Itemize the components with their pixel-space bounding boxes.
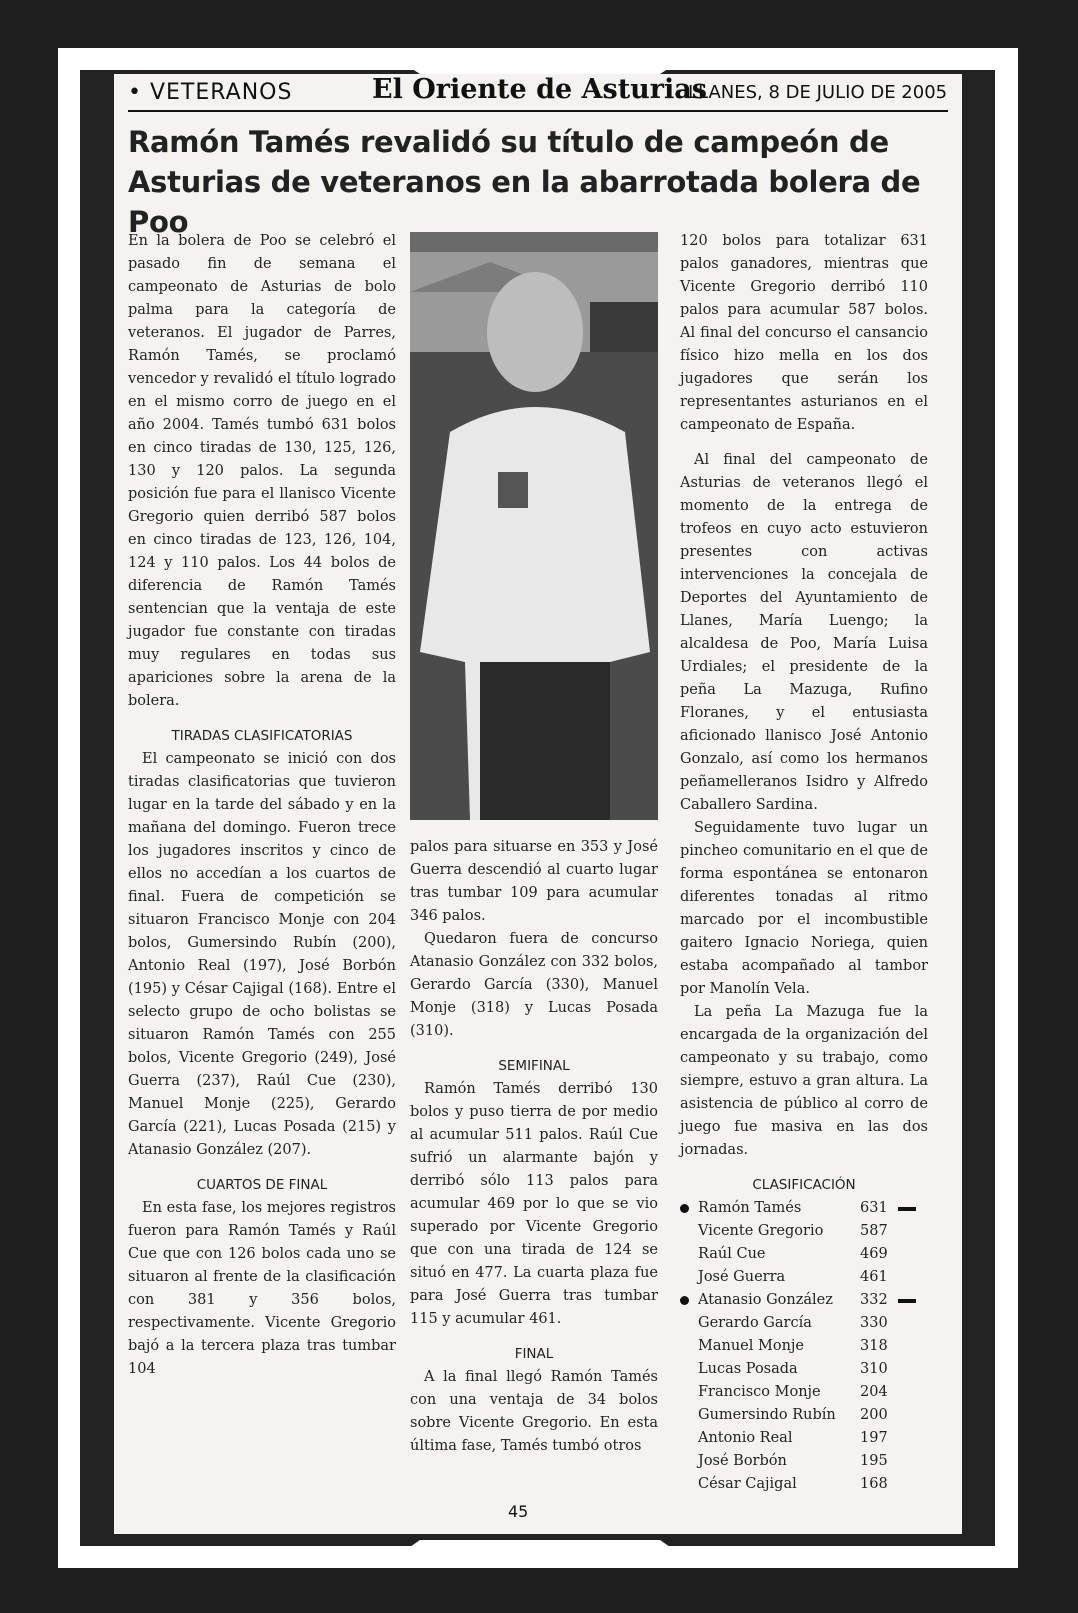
paragraph: Ramón Tamés derribó 130 bolos y puso tierra de por medio al acumular 511 palos. Raúl Cue sufrió un alarmante bajón y derribó sólo 113 palos para acumular 469 por lo que se vio superado por Vicente Gregorio que con una tirada de 124 se situó en 477. La cuarta plaza fue para José Guerra tras tumbar 115 y acumular 461. (410, 1081, 658, 1327)
standings-table (680, 1197, 928, 1496)
standings-row (680, 1266, 928, 1289)
paragraph: Al final del campeonato de Asturias de veteranos llegó el momento de la entrega de trofeos en cuyo acto estuvieron presentes con activas intervenciones la concejala de Deportes del Ayuntamiento de Llanes, María Luengo; la alcaldesa de Poo, María Luisa Urdiales; el presidente de la peña La Mazuga, Rufino Floranes, y el entusiasta aficionado llanisco José Antonio Gonzalo, así como los hermanos peñamelleranos Isidro y Alfredo Caballero Sardina. (680, 452, 928, 813)
standings-name: José Borbón (698, 1453, 787, 1469)
standings-score: 461 (860, 1269, 888, 1285)
paragraph: En la bolera de Poo se celebró el pasado fin de semana el campeonato de Asturias de bolo palma para la categoría de veteranos. El jugador de Parres, Ramón Tamés, se proclamó vencedor y revalidó el título logrado en el mismo corro de juego en el año 2004. Tamés tumbó 631 bolos en cinco tiradas de 130, 125, 126, 130 y 120 palos. La segunda posición fue para el llanisco Vicente Gregorio quien derribó 587 bolos en cinco tiradas de 123, 126, 104, 124 y 110 palos. Los 44 bolos de diferencia de Ramón Tamés sentencian que la ventaja de este jugador fue constante con tiradas muy regulares en todas sus apariciones sobre la arena de la bolera. (128, 233, 396, 709)
standings-row (680, 1450, 928, 1473)
newspaper-clipping (114, 74, 962, 1534)
standings-row (680, 1197, 928, 1220)
masthead: El Oriente de Asturias (372, 74, 707, 105)
paragraph: 120 bolos para totalizar 631 palos ganadores, mientras que Vicente Gregorio derribó 110 palos para acumular 587 bolos. Al final del concurso el cansancio físico hizo mella en los dos jugadores que serán los representantes asturianos en el campeonato de España. (680, 233, 928, 433)
standings-name: Antonio Real (698, 1430, 793, 1446)
standings-row (680, 1243, 928, 1266)
paragraph: El campeonato se inició con dos tiradas clasificatorias que tuvieron lugar en la tarde del sábado y en la mañana del domingo. Fueron trece los jugadores inscritos y cinco de ellos no accedían a los cuartos de final. Fuera de competición se situaron Francisco Monje con 204 bolos, Gumersindo Rubín (200), Antonio Real (197), José Borbón (195) y César Cajigal (168). Entre el selecto grupo de ocho bolistas se situaron Ramón Tamés con 255 bolos, Vicente Gregorio (249), José Guerra (237), Raúl Cue (230), Manuel Monje (225), Gerardo García (221), Lucas Posada (215) y Atanasio González (207). (128, 751, 396, 1158)
dateline: LLANES, 8 DE JULIO DE 2005 (688, 82, 948, 103)
standings-title: CLASIFICACIÓN (752, 1177, 856, 1193)
standings-name: Gumersindo Rubín (698, 1407, 836, 1423)
article-column-1 (128, 230, 396, 1381)
section-label: • VETERANOS (128, 80, 293, 105)
standings-score: 332 (860, 1292, 888, 1308)
paragraph: Quedaron fuera de concurso Atanasio González con 332 bolos, Gerardo García (330), Manuel Monje (318) y Lucas Posada (310). (410, 931, 658, 1039)
standings-score: 631 (860, 1200, 888, 1216)
standings-score: 200 (860, 1407, 888, 1423)
highlight-dot-icon (680, 1296, 689, 1305)
paragraph: palos para situarse en 353 y José Guerra descendió al cuarto lugar tras tumbar 109 para acumular 346 palos. (410, 839, 658, 924)
paragraph: A la final llegó Ramón Tamés con una ventaja de 34 bolos sobre Vicente Gregorio. En esta última fase, Tamés tumbó otros (410, 1369, 658, 1454)
standings-score: 204 (860, 1384, 888, 1400)
standings-name: César Cajigal (698, 1476, 797, 1492)
highlight-dash-icon (898, 1299, 916, 1303)
subheading: SEMIFINAL (498, 1058, 570, 1074)
standings-score: 197 (860, 1430, 888, 1446)
paragraph: En esta fase, los mejores registros fueron para Ramón Tamés y Raúl Cue que con 126 bolos cada uno se situaron al frente de la clasificación con 381 y 356 bolos, respectivamente. Vicente Gregorio bajó a la tercera plaza tras tumbar 104 (128, 1200, 396, 1377)
standings-row (680, 1381, 928, 1404)
paragraph: La peña La Mazuga fue la encargada de la organización del campeonato y su trabajo, como siempre, estuvo a gran altura. La asistencia de público al corro de juego fue masiva en las dos jornadas. (680, 1004, 928, 1158)
subheading: CUARTOS DE FINAL (196, 1177, 328, 1193)
standings-score: 168 (860, 1476, 888, 1492)
standings-name: Gerardo García (698, 1315, 812, 1331)
photo-illustration (410, 232, 658, 820)
standings-name: Vicente Gregorio (698, 1223, 824, 1239)
standings-row (680, 1289, 928, 1312)
standings-name: Ramón Tamés (698, 1200, 802, 1216)
standings-row (680, 1404, 928, 1427)
standings-row (680, 1312, 928, 1335)
page-number: 45 (508, 1502, 529, 1521)
paragraph: Seguidamente tuvo lugar un pincheo comunitario en el que de forma espontánea se entonaron diferentes tonadas al ritmo marcado por el incombustible gaitero Ignacio Noriega, quien estaba acompañado al tambor por Manolín Vela. (680, 820, 928, 997)
standings-score: 310 (860, 1361, 888, 1377)
highlight-dot-icon (680, 1204, 689, 1213)
standings-score: 195 (860, 1453, 888, 1469)
standings-name: Francisco Monje (698, 1384, 821, 1400)
standings-row (680, 1427, 928, 1450)
standings-score: 318 (860, 1338, 888, 1354)
subheading: FINAL (514, 1346, 554, 1362)
standings-name: José Guerra (698, 1269, 786, 1285)
standings-row (680, 1473, 928, 1496)
highlight-dash-icon (898, 1207, 916, 1211)
photo-player-portrait (410, 232, 658, 820)
standings-score: 469 (860, 1246, 888, 1262)
standings-row (680, 1335, 928, 1358)
standings-name: Raúl Cue (698, 1246, 766, 1262)
standings-name: Atanasio González (698, 1292, 833, 1308)
standings-name: Manuel Monje (698, 1338, 804, 1354)
standings-score: 330 (860, 1315, 888, 1331)
header-rule (128, 110, 948, 112)
standings-row (680, 1358, 928, 1381)
headline: Ramón Tamés revalidó su título de campeón de Asturias de veteranos en la abarrotada bolera de Poo (128, 125, 921, 239)
standings-name: Lucas Posada (698, 1361, 798, 1377)
article-column-3 (680, 230, 928, 1496)
standings-score: 587 (860, 1223, 888, 1239)
article-column-2 (410, 836, 658, 1458)
subheading: TIRADAS CLASIFICATORIAS (171, 728, 353, 744)
standings-row (680, 1220, 928, 1243)
